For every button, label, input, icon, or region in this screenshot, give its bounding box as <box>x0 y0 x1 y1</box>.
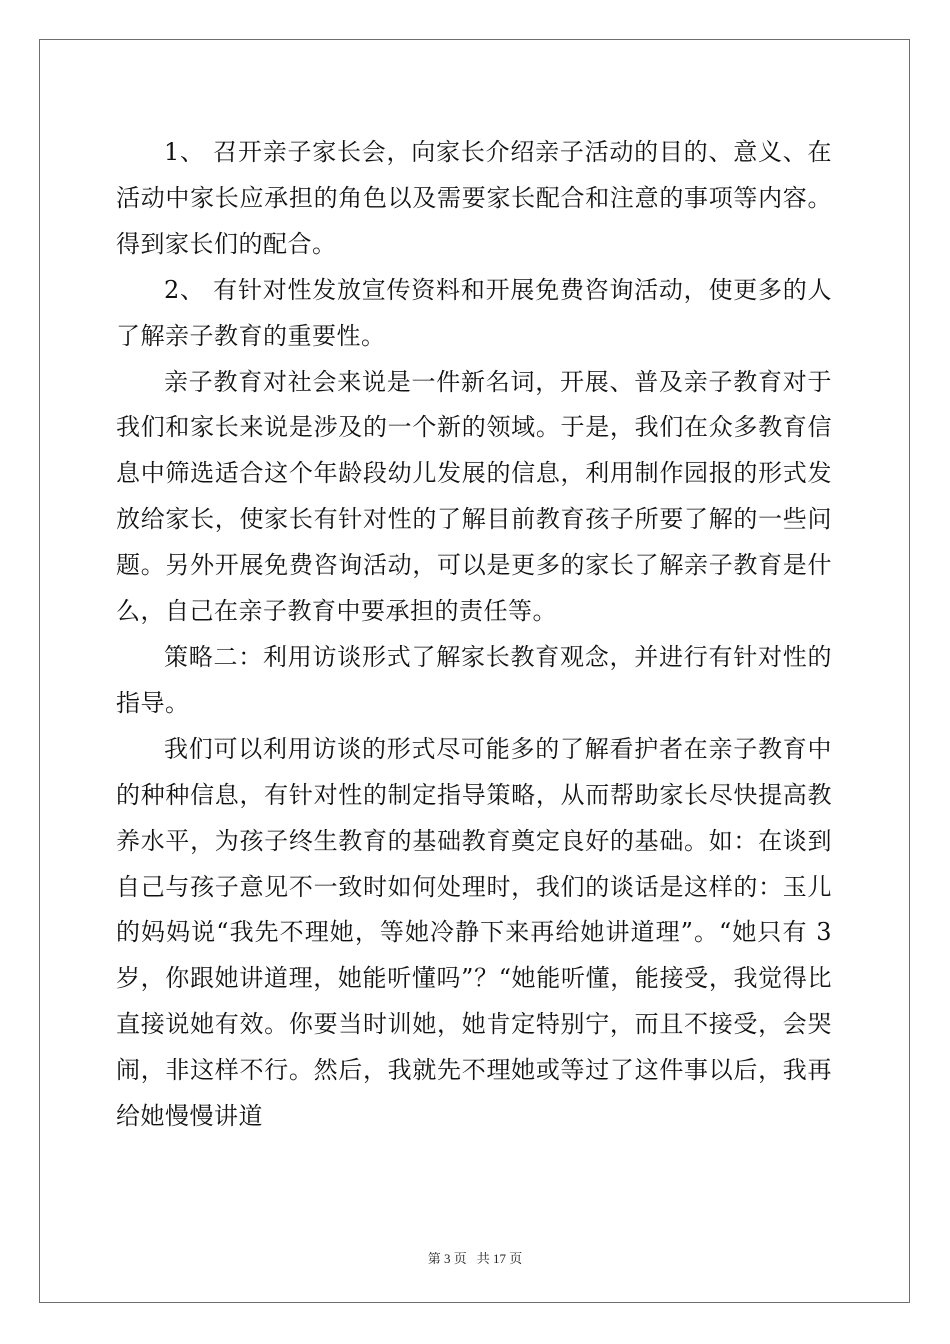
page-total: 共 17 页 <box>476 1251 523 1266</box>
page-number: 第 3 页 <box>427 1251 467 1266</box>
paragraph-interview-example: 我们可以利用访谈的形式尽可能多的了解看护者在亲子教育中的种种信息，有针对性的制定指导策略，从而帮助家长尽快提高教养水平，为孩子终生教育的基础教育奠定良好的基础。如：在谈到自己与孩子意见不一致时如何处理时，我们的谈话是这样的：玉儿的妈妈说“我先不理她，等她冷静下来再给她讲道理”。“她只有 3 岁，你跟她讲道理，她能听懂吗”？“她能听懂，能接受，我觉得比直接说她有效。你要当时训她，她肯定特别宁，而且不接受，会哭闹，非这样不行。然后，我就先不理她或等过了这件事以后，我再给她慢慢讲道 <box>116 734 832 1131</box>
paragraph-item-1: 1、 召开亲子家长会，向家长介绍亲子活动的目的、意义、在活动中家长应承担的角色以及需要家长配合和注意的事项等内容。得到家长们的配合。 <box>116 138 832 258</box>
paragraph-item-2: 2、 有针对性发放宣传资料和开展免费咨询活动，使更多的人了解亲子教育的重要性。 <box>116 275 832 350</box>
paragraph-social-significance: 亲子教育对社会来说是一件新名词，开展、普及亲子教育对于我们和家长来说是涉及的一个新的领域。于是，我们在众多教育信息中筛选适合这个年龄段幼儿发展的信息，利用制作园报的形式发放给家长，使家长有针对性的了解目前教育孩子所要了解的一些问题。另外开展免费咨询活动，可以是更多的家长了解亲子教育是什么，自己在亲子教育中要承担的责任等。 <box>116 367 832 626</box>
page-footer <box>0 1248 950 1267</box>
document-body <box>116 130 832 1140</box>
paragraph-strategy-two-heading: 策略二：利用访谈形式了解家长教育观念，并进行有针对性的指导。 <box>116 642 832 717</box>
